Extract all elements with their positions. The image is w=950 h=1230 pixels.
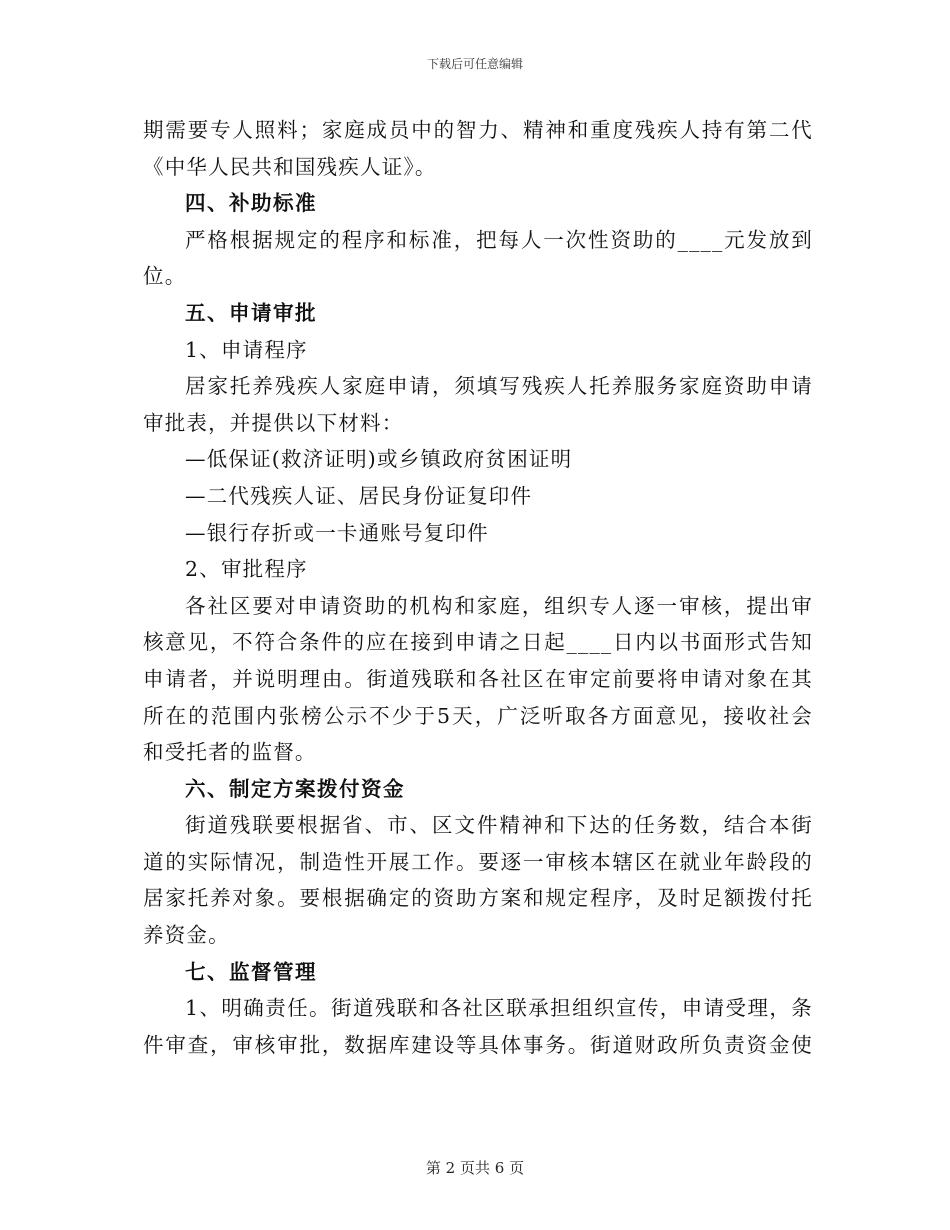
paragraph-line: 道的实际情况，制造性开展工作。要逐一审核本辖区在就业年龄段的 bbox=[143, 849, 813, 874]
paragraph-line: 养资金。 bbox=[143, 923, 230, 948]
paragraph-line: 严格根据规定的程序和标准，把每人一次性资助的____元发放到 bbox=[185, 227, 813, 252]
paragraph-line: 核意见，不符合条件的应在接到申请之日起____日内以书面形式告知 bbox=[143, 630, 813, 655]
paragraph-line: —二代残疾人证、居民身份证复印件 bbox=[185, 483, 533, 508]
section-heading: 六、制定方案拨付资金 bbox=[185, 776, 405, 801]
paragraph-line: 1、申请程序 bbox=[185, 337, 308, 362]
document-body bbox=[143, 112, 813, 1063]
paragraph-line: 街道残联要根据省、市、区文件精神和下达的任务数，结合本街 bbox=[185, 813, 813, 838]
paragraph-line: 期需要专人照料；家庭成员中的智力、精神和重度残疾人持有第二代 bbox=[143, 118, 813, 142]
section-heading: 四、补助标准 bbox=[185, 191, 317, 216]
paragraph-line: 位。 bbox=[143, 264, 187, 289]
paragraph-line: 居家托养对象。要根据确定的资助方案和规定程序，及时足额拨付托 bbox=[143, 886, 813, 911]
paragraph-line: 居家托养残疾人家庭申请，须填写残疾人托养服务家庭资助申请 bbox=[185, 374, 813, 399]
paragraph-line: 件审查，审核审批，数据库建设等具体事务。街道财政所负责资金使 bbox=[143, 1032, 813, 1057]
paragraph-line: 《中华人民共和国残疾人证》。 bbox=[143, 154, 437, 179]
paragraph-line: —低保证(救济证明)或乡镇政府贫困证明 bbox=[185, 447, 573, 472]
paragraph-line: —银行存折或一卡通账号复印件 bbox=[185, 520, 489, 545]
section-heading: 五、申请审批 bbox=[185, 300, 317, 325]
paragraph-line: 各社区要对申请资助的机构和家庭，组织专人逐一审核，提出审 bbox=[185, 593, 813, 618]
paragraph-line: 审批表，并提供以下材料： bbox=[143, 410, 404, 435]
section-heading: 七、监督管理 bbox=[185, 959, 317, 984]
paragraph-line: 和受托者的监督。 bbox=[143, 740, 317, 765]
paragraph-line: 所在的范围内张榜公示不少于5天，广泛听取各方面意见，接收社会 bbox=[143, 703, 813, 728]
paragraph-line: 1、明确责任。街道残联和各社区联承担组织宣传，申请受理，条 bbox=[185, 996, 813, 1021]
page-footer: 第 2 页共 6 页 bbox=[425, 1159, 525, 1177]
paragraph-line: 2、审批程序 bbox=[185, 557, 308, 582]
paragraph-line: 申请者，并说明理由。街道残联和各社区在审定前要将申请对象在其 bbox=[143, 666, 813, 691]
page-header: 下载后可任意编辑 bbox=[426, 57, 523, 71]
